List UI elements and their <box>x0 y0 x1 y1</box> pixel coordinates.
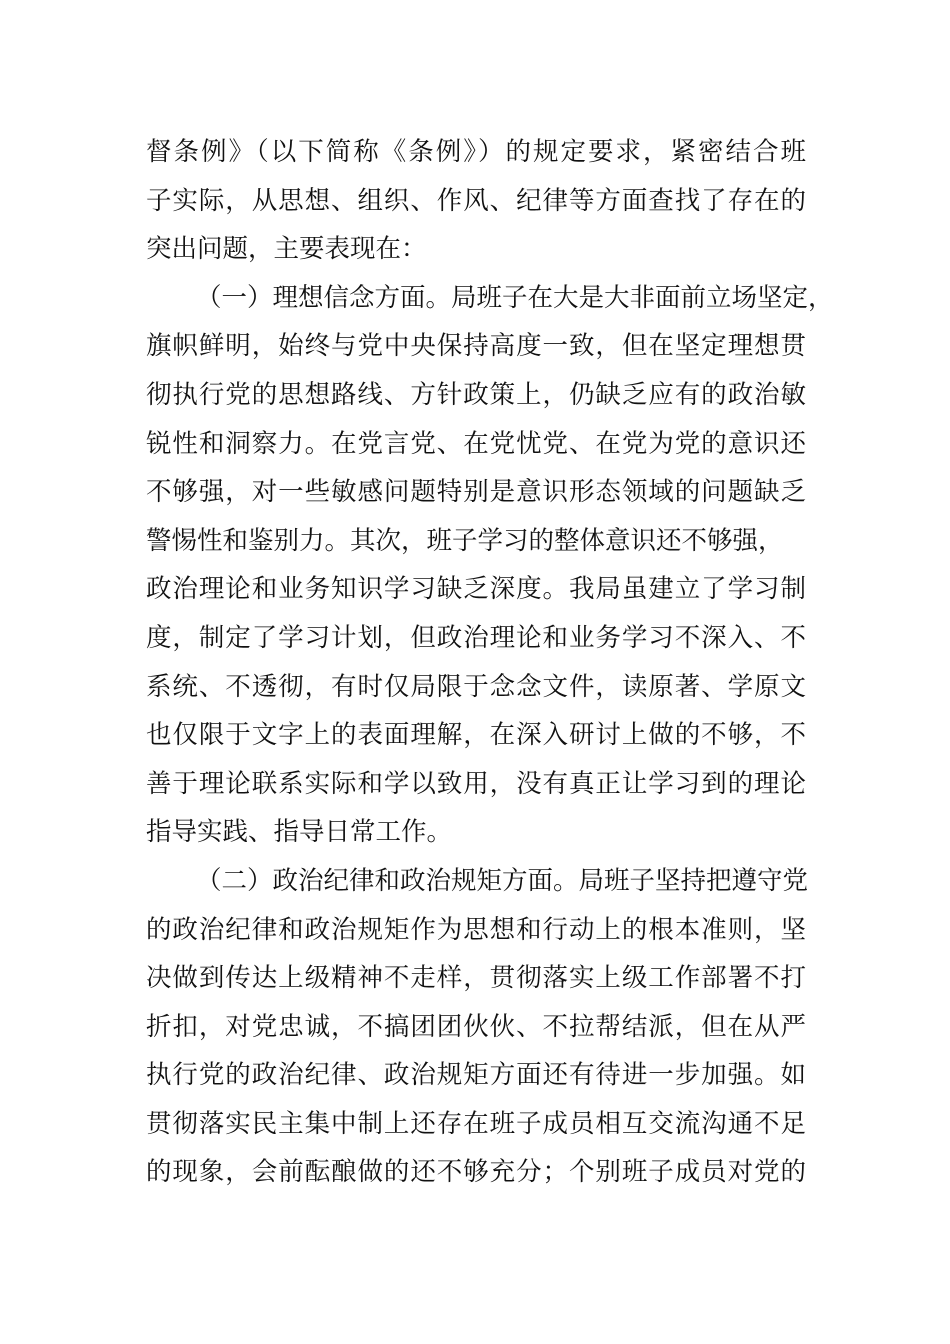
text-line: 贯彻落实民主集中制上还存在班子成员相互交流沟通不足 <box>146 1108 806 1139</box>
text-line: 政治理论和业务知识学习缺乏深度。我局虽建立了学习制 <box>146 574 806 605</box>
text-line: 警惕性和鉴别力。其次，班子学习的整体意识还不够强， <box>146 525 784 556</box>
paragraph-1-heading-line: （一）理想信念方面。局班子在大是大非面前立场坚定， <box>196 282 834 313</box>
text-line: 督条例》（以下简称《条例》）的规定要求，紧密结合班 <box>146 137 806 167</box>
paragraph-2-heading-line: （二）政治纪律和政治规矩方面。局班子坚持把遵守党 <box>196 865 809 896</box>
text-line: 彻执行党的思想路线、方针政策上，仍缺乏应有的政治敏 <box>146 379 806 410</box>
text-line: 执行党的政治纪律、政治规矩方面还有待进一步加强。如 <box>146 1060 806 1091</box>
text-line: 系统、不透彻，有时仅局限于念念文件，读原著、学原文 <box>146 671 806 702</box>
text-line: 折扣，对党忠诚，不搞团团伙伙、不拉帮结派，但在从严 <box>146 1011 806 1042</box>
text-line: 的政治纪律和政治规矩作为思想和行动上的根本准则，坚 <box>146 914 806 945</box>
document-body <box>146 128 834 1197</box>
text-line: 子实际，从思想、组织、作风、纪律等方面查找了存在的 <box>146 185 806 216</box>
text-line: 决做到传达上级精神不走样，贯彻落实上级工作部署不打 <box>146 963 806 994</box>
text-line: 旗帜鲜明，始终与党中央保持高度一致，但在坚定理想贯 <box>146 331 806 362</box>
text-line: 度，制定了学习计划，但政治理论和业务学习不深入、不 <box>146 622 806 653</box>
text-line: 锐性和洞察力。在党言党、在党忧党、在党为党的意识还 <box>146 428 806 459</box>
text-line: 也仅限于文字上的表面理解，在深入研讨上做的不够，不 <box>146 720 806 751</box>
text-line: 突出问题，主要表现在： <box>146 234 427 265</box>
text-line: 的现象，会前酝酿做的还不够充分；个别班子成员对党的 <box>146 1157 806 1188</box>
text-line: 不够强，对一些敏感问题特别是意识形态领域的问题缺乏 <box>146 477 806 508</box>
text-line: 指导实践、指导日常工作。 <box>146 817 453 848</box>
text-line: 善于理论联系实际和学以致用，没有真正让学习到的理论 <box>146 768 806 799</box>
